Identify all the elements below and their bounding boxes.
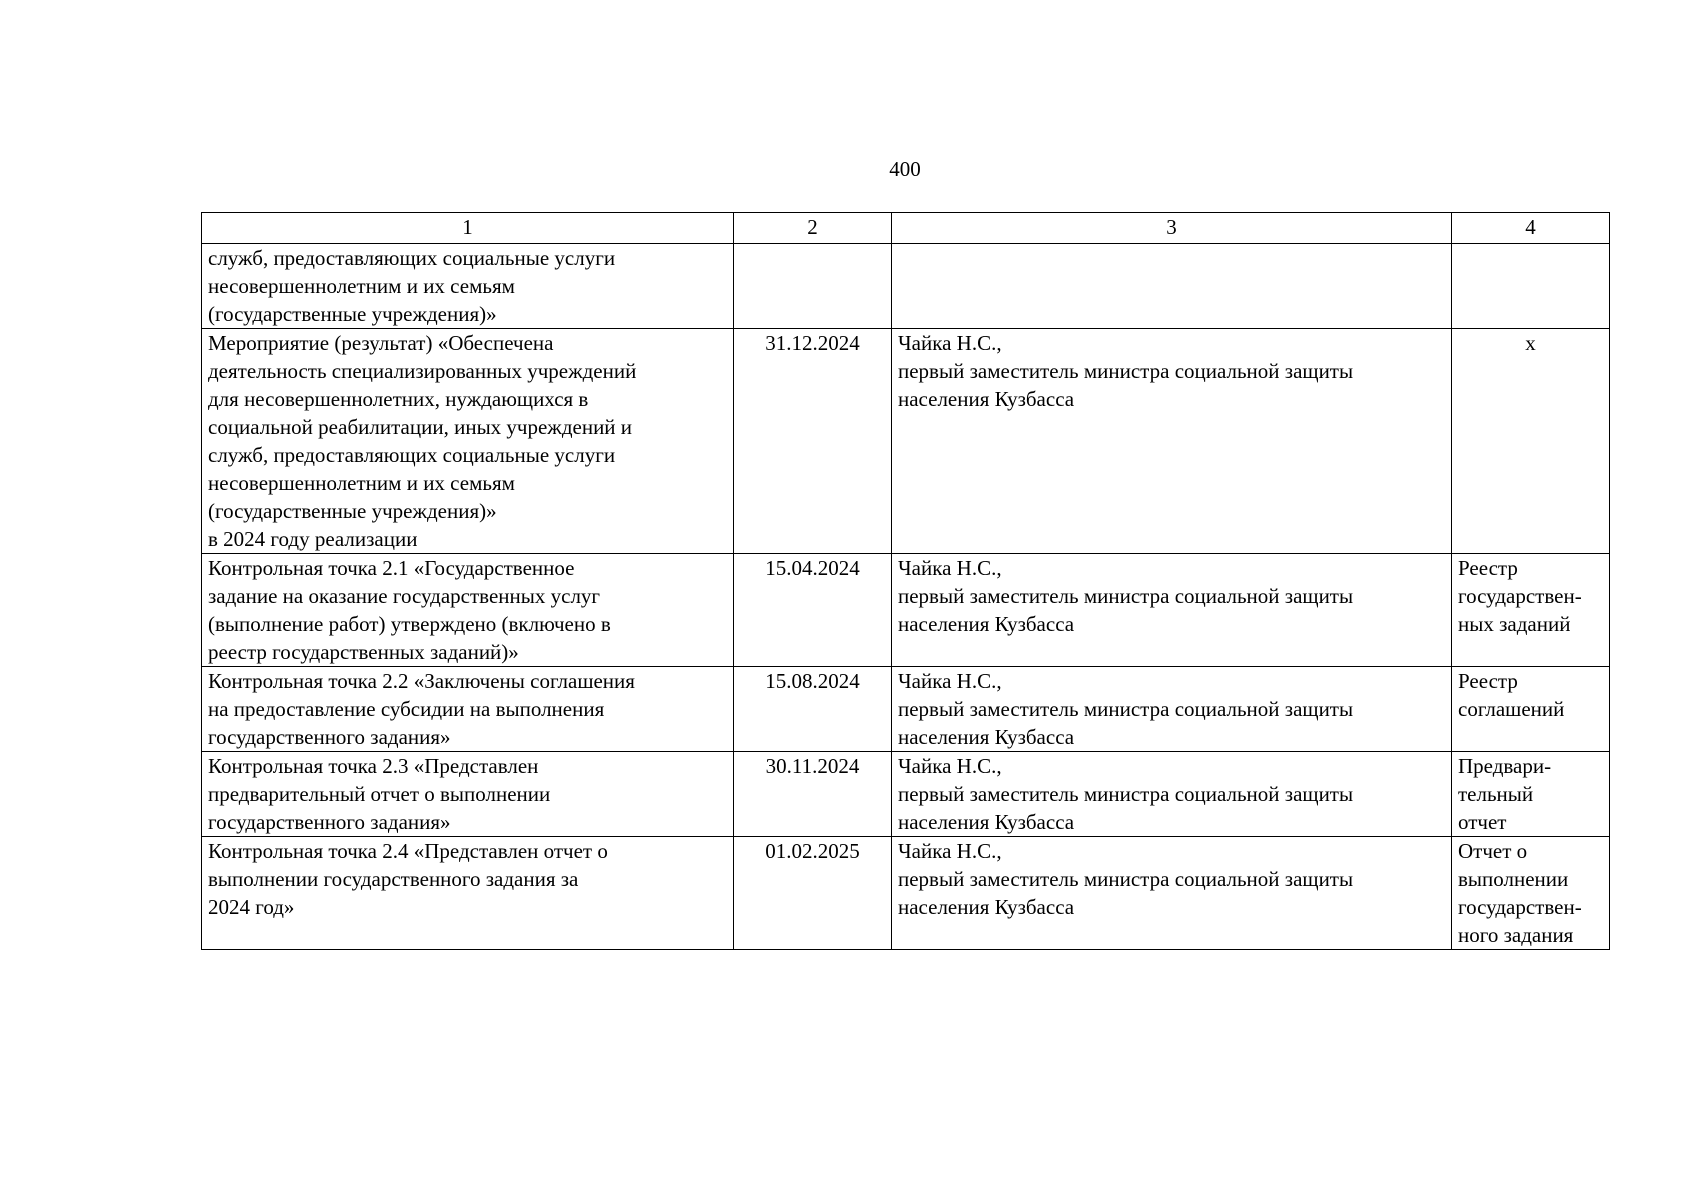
event-description-cell: Контрольная точка 2.1 «Государственное задание на оказание государственных услуг (выполнение работ) утверждено (включено в реестр государственных заданий)» — [202, 554, 734, 667]
deadline-cell: 30.11.2024 — [734, 752, 892, 837]
column-header-4: 4 — [1452, 213, 1610, 244]
plan-table — [201, 212, 1610, 950]
document-cell: Отчет о выполнении государствен- ного задания — [1452, 837, 1610, 950]
table-row — [202, 752, 1610, 837]
deadline-cell: 15.08.2024 — [734, 667, 892, 752]
deadline-cell: 01.02.2025 — [734, 837, 892, 950]
event-description-cell: Мероприятие (результат) «Обеспечена деятельность специализированных учреждений для несовершеннолетних, нуждающихся в социальной реабилитации, иных учреждений и служб, предоставляющих социальные услуги несовершеннолетним и их семьям (государственные учреждения)» в 2024 году реализации — [202, 329, 734, 554]
deadline-cell: 15.04.2024 — [734, 554, 892, 667]
document-cell: Реестр государствен- ных заданий — [1452, 554, 1610, 667]
deadline-cell — [734, 244, 892, 329]
column-header-1: 1 — [202, 213, 734, 244]
table-row — [202, 554, 1610, 667]
table-row — [202, 837, 1610, 950]
responsible-cell: Чайка Н.С., первый заместитель министра социальной защиты населения Кузбасса — [892, 329, 1452, 554]
responsible-cell — [892, 244, 1452, 329]
deadline-cell: 31.12.2024 — [734, 329, 892, 554]
page-number: 400 — [889, 157, 921, 181]
table-row — [202, 329, 1610, 554]
event-description-cell: Контрольная точка 2.4 «Представлен отчет о выполнении государственного задания за 2024 год» — [202, 837, 734, 950]
responsible-cell: Чайка Н.С., первый заместитель министра социальной защиты населения Кузбасса — [892, 837, 1452, 950]
table-header-row — [202, 213, 1610, 244]
column-header-3: 3 — [892, 213, 1452, 244]
table-row — [202, 667, 1610, 752]
event-description-cell: Контрольная точка 2.2 «Заключены соглашения на предоставление субсидии на выполнения государственного задания» — [202, 667, 734, 752]
table-row — [202, 244, 1610, 329]
column-header-2: 2 — [734, 213, 892, 244]
responsible-cell: Чайка Н.С., первый заместитель министра социальной защиты населения Кузбасса — [892, 667, 1452, 752]
responsible-cell: Чайка Н.С., первый заместитель министра социальной защиты населения Кузбасса — [892, 752, 1452, 837]
document-cell: х — [1452, 329, 1610, 554]
document-cell: Предвари- тельный отчет — [1452, 752, 1610, 837]
event-description-cell: Контрольная точка 2.3 «Представлен предварительный отчет о выполнении государственного задания» — [202, 752, 734, 837]
document-cell — [1452, 244, 1610, 329]
responsible-cell: Чайка Н.С., первый заместитель министра социальной защиты населения Кузбасса — [892, 554, 1452, 667]
event-description-cell: служб, предоставляющих социальные услуги несовершеннолетним и их семьям (государственные учреждения)» — [202, 244, 734, 329]
document-cell: Реестр соглашений — [1452, 667, 1610, 752]
